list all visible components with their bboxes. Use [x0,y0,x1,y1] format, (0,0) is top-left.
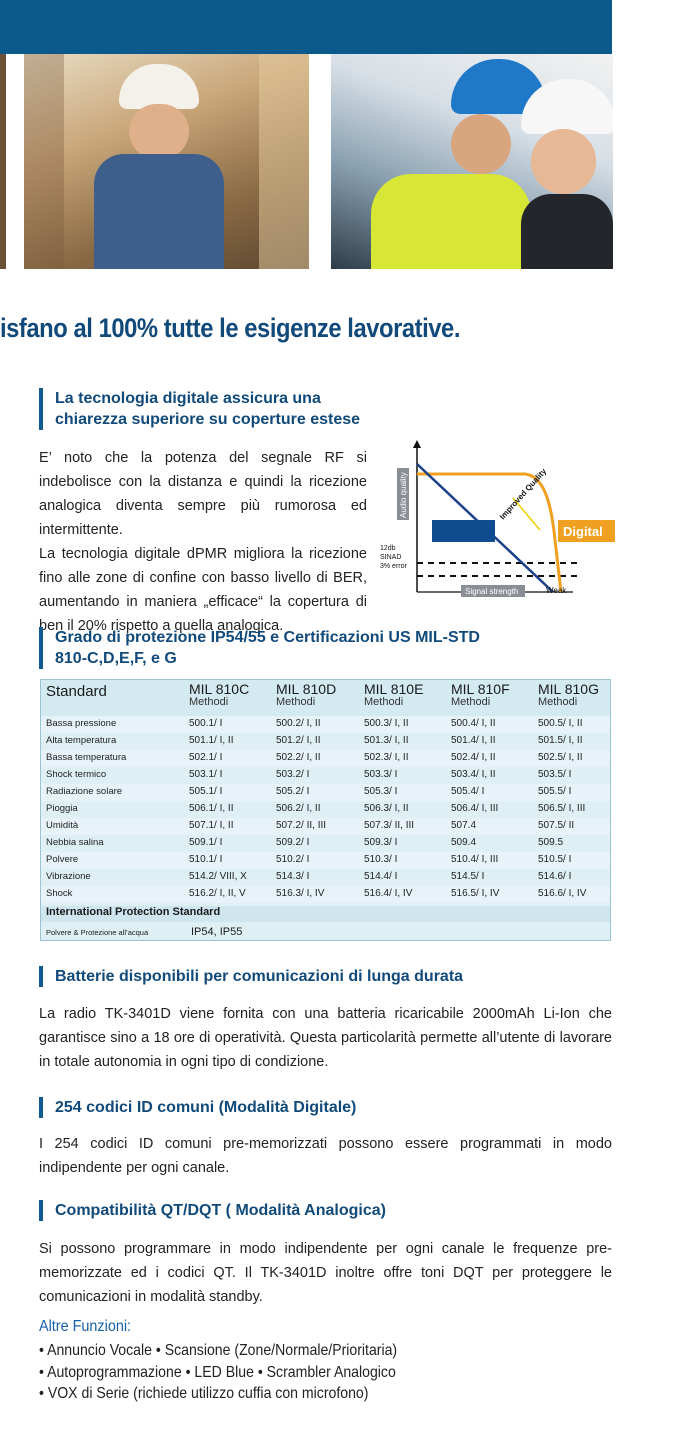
table-cell: 503.5/ I [538,769,572,780]
table-cell: 514.4/ I [364,871,398,882]
table-cell: 501.4/ I, II [451,735,496,746]
table-cell: 510.1/ I [189,854,223,865]
table-cell: 516.2/ I, II, V [189,888,246,899]
page-headline: isfano al 100% tutte le esigenze lavorative. [0,313,461,343]
table-cell: 509.4 [451,837,477,848]
table-cell: 502.3/ I, II [364,752,409,763]
section-title-protection [39,627,480,669]
table-cell: 506.4/ I, III [451,803,499,814]
mil-std-table [40,679,611,941]
list-item: • VOX di Serie (richiede utilizzo cuffia con microfono) [39,1385,369,1402]
table-cell: 507.1/ I, II [189,820,234,831]
section-title-line: La tecnologia digitale assicura una [55,390,321,407]
table-cell: 503.2/ I [276,769,310,780]
table-cell: 506.2/ I, II [276,803,321,814]
col-sub: Methodi [364,696,404,708]
table-header [41,680,610,716]
header-col [364,683,423,709]
col-sub: Methodi [276,696,316,708]
chart-svg [375,440,615,605]
photo-workers-pointing [331,54,613,269]
codes-text: I 254 codici ID comuni pre-memorizzati possono essere programmati in modo indipendente per ogni canale. [39,1136,612,1176]
table-cell: 514.2/ VIII, X [189,871,247,882]
header-col [276,683,336,709]
table-cell: 502.5/ I, II [538,752,583,763]
table-cell: 516.4/ I, IV [364,888,413,899]
section-title-codes [39,1097,356,1118]
table-cell: 516.6/ I, IV [538,888,587,899]
paragraph: La tecnologia digitale dPMR migliora la ricezione fino alle zone di confine con basso livello di BER, aumentando in maniera „efficace“ la copertura di ben il 20% rispetto a quella analogica. [39,546,367,634]
table-row [41,835,610,852]
digital-text [39,446,367,638]
table-cell: 509.5 [538,837,564,848]
table-cell: 510.5/ I [538,854,572,865]
table-cell: 510.4/ I, III [451,854,499,865]
table-cell: 509.3/ I [364,837,398,848]
table-row [41,750,610,767]
compat-text: Si possono programmare in modo indipendente per ogni canale le frequenze pre-memorizzate ed i codici QT. Il TK-3401D inoltre offre toni DQT per proteggere le comunicazioni in modalità standby. [39,1241,612,1305]
x-axis-label: Signal strength [465,587,519,596]
table-cell: 510.2/ I [276,854,310,865]
list-item: • Autoprogrammazione • LED Blue • Scrambler Analogico [39,1363,396,1381]
section-title-battery [39,966,463,987]
col-name: MIL 810C [189,681,250,697]
table-row [41,852,610,869]
col-name: MIL 810F [451,681,510,697]
table-cell: 501.1/ I, II [189,735,234,746]
table-cell: 505.5/ I [538,786,572,797]
row-label: Shock termico [46,769,107,780]
table-cell: 506.5/ I, III [538,803,586,814]
header-col [538,683,599,709]
col-sub: Methodi [538,696,578,708]
annotation-weak: Weak [546,586,567,595]
table-cell: 505.3/ I [364,786,398,797]
photo-worker-woman [24,54,309,269]
row-label: Shock [46,888,73,899]
ip-row [41,924,610,941]
row-label: Radiazione solare [46,786,123,797]
col-sub: Methodi [451,696,491,708]
table-row [41,886,610,903]
table-cell: 516.3/ I, IV [276,888,325,899]
table-cell: 500.1/ I [189,718,223,729]
table-cell: 500.4/ I, II [451,718,496,729]
section-title-line: chiarezza superiore su coperture estese [55,411,361,428]
section-title-line: Grado di protezione IP54/55 e Certificazioni US MIL-STD [55,629,480,646]
col-name: MIL 810G [538,681,599,697]
legend-analog-box [432,520,495,542]
table-row [41,801,610,818]
row-label: Nebbia salina [46,837,104,848]
table-cell: 500.3/ I, II [364,718,409,729]
table-cell: 503.1/ I [189,769,223,780]
col-sub: Methodi [189,696,229,708]
table-cell: 502.2/ I, II [276,752,321,763]
section-title-line: 810-C,D,E,F, e G [55,650,177,667]
table-cell: 501.2/ I, II [276,735,321,746]
table-row [41,784,610,801]
table-cell: 509.2/ I [276,837,310,848]
legend-digital-label: Digital [563,524,603,539]
ip-row-label: Polvere & Protezione all’acqua [46,928,149,937]
header-col [189,683,249,709]
row-label: Polvere [46,854,79,865]
row-label: Vibrazione [46,871,91,882]
table-cell: 503.3/ I [364,769,398,780]
section-title-compat [39,1200,386,1221]
table-cell: 507.5/ II [538,820,575,831]
list-item: • Annuncio Vocale • Scansione (Zone/Normale/Prioritaria) [39,1342,398,1359]
table-cell: 506.1/ I, II [189,803,234,814]
table-cell: 510.3/ I [364,854,398,865]
ip-row-value: IP54, IP55 [191,926,243,938]
annotation-sinad: 12db SINAD 3% error [380,545,407,570]
table-cell: 509.1/ I [189,837,223,848]
table-cell: 514.5/ I [451,871,485,882]
photo-edge [0,54,6,269]
row-label: Bassa pressione [46,718,117,729]
table-row [41,818,610,835]
table-cell: 505.2/ I [276,786,310,797]
section-title-line: 254 codici ID comuni (Modalità Digitale) [55,1099,357,1116]
paragraph: E’ noto che la potenza del segnale RF si indebolisce con la distanza e quindi la ricezione analogica diventa sempre più rumorosa ed intermittente. [39,450,367,538]
other-functions [39,1318,446,1405]
signal-quality-chart [375,440,615,605]
row-label: Alta temperatura [46,735,117,746]
table-cell: 500.5/ I, II [538,718,583,729]
table-cell: 507.2/ II, III [276,820,327,831]
row-label: Pioggia [46,803,78,814]
table-cell: 502.1/ I [189,752,223,763]
table-cell: 516.5/ I, IV [451,888,500,899]
header-standard: Standard [46,683,107,700]
table-cell: 501.3/ I, II [364,735,409,746]
table-cell: 503.4/ I, II [451,769,496,780]
annotation-improved: Improved Quality [497,466,549,522]
section-title-line: Batterie disponibili per comunicazioni di lunga durata [55,968,464,985]
row-label: Bassa temperatura [46,752,127,763]
ip-standard-title: International Protection Standard [41,906,610,922]
y-axis-label: Audio quality [399,472,408,518]
table-row [41,767,610,784]
table-cell: 507.4 [451,820,477,831]
other-functions-title: Altre Funzioni: [39,1318,132,1335]
table-row [41,733,610,750]
col-name: MIL 810D [276,681,337,697]
table-cell: 502.4/ I, II [451,752,496,763]
section-title-digital [39,388,360,430]
table-cell: 514.6/ I [538,871,572,882]
battery-text: La radio TK-3401D viene fornita con una batteria ricaricabile 2000mAh Li-Ion che garantisce sino a 18 ore di operatività. Questa particolarità permette all’utente di lavorare in totale autonomia in ogni tipo di condizione. [39,1006,612,1070]
header-banner [0,0,612,54]
col-name: MIL 810E [364,681,424,697]
table-row [41,716,610,733]
y-axis-arrow [413,440,421,448]
header-col [451,683,510,709]
table-cell: 500.2/ I, II [276,718,321,729]
table-cell: 505.1/ I [189,786,223,797]
table-cell: 505.4/ I [451,786,485,797]
table-row [41,869,610,886]
section-title-line: Compatibilità QT/DQT ( Modalità Analogica) [55,1202,386,1219]
table-cell: 506.3/ I, II [364,803,409,814]
table-cell: 501.5/ I, II [538,735,583,746]
row-label: Umidità [46,820,79,831]
table-cell: 514.3/ I [276,871,310,882]
table-body [41,716,610,903]
table-cell: 507.3/ II, III [364,820,415,831]
